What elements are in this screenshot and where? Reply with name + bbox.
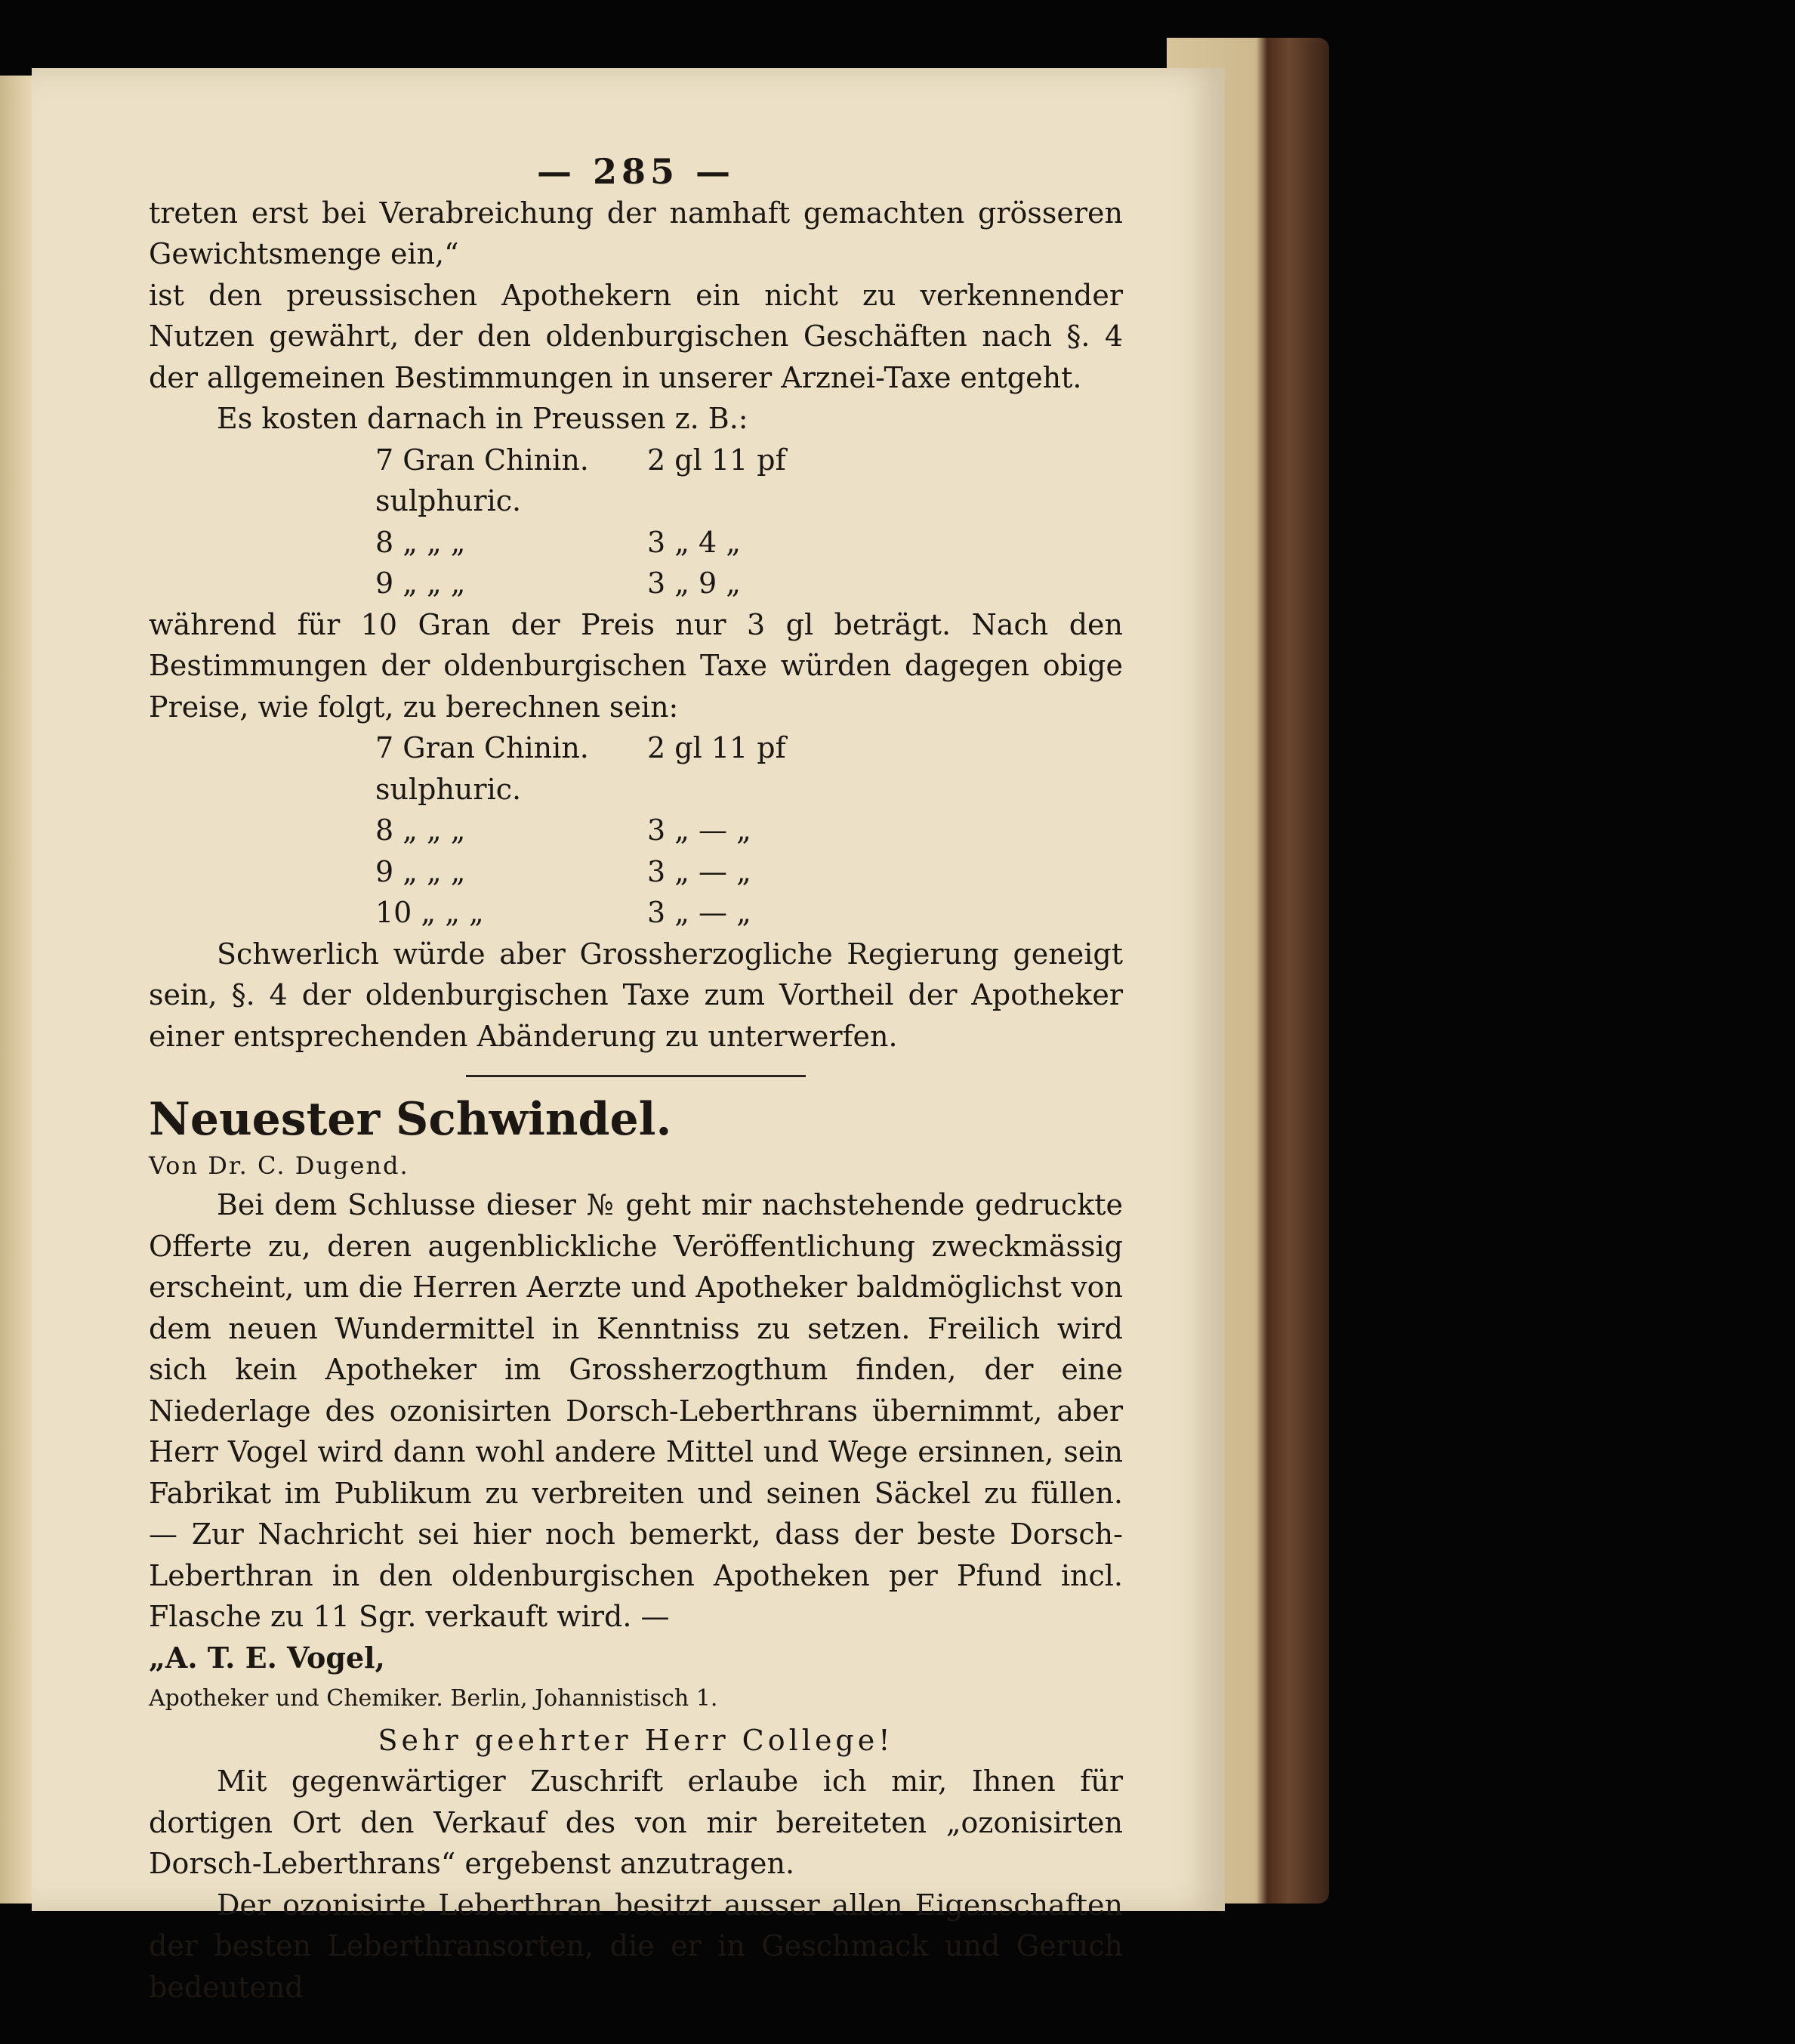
table-cell: 3 „ — „ (647, 896, 751, 929)
table-cell: 8 „ „ „ (375, 814, 466, 847)
signature-name: „A. T. E. Vogel, (149, 1640, 385, 1675)
table-cell: 2 gl 11 pf (647, 731, 786, 764)
paragraph: Mit gegenwärtiger Zuschrift erlaube ich mir, Ihnen für dortigen Ort den Verkauf des von mir bereiteten „ozonisirten Dorsch-Leberthrans“ ergebenst anzutragen. (149, 1765, 1123, 1880)
paragraph: ist den preussischen Apothekern ein nicht zu verkennender Nutzen gewährt, der den oldenburgischen Geschäften nach §. 4 der allgemeinen Bestimmungen in unserer Arznei-Taxe entgeht. (149, 278, 1123, 394)
section-divider (466, 1075, 806, 1077)
table-cell: 3 „ — „ (647, 854, 751, 888)
paragraph: Schwerlich würde aber Grossherzogliche Regierung geneigt sein, §. 4 der oldenburgischen Taxe zum Vortheil der Apotheker einer entsprechenden Abänderung zu unterwerfen. (149, 937, 1123, 1053)
price-table-prussia (375, 440, 1123, 604)
price-table-oldenburg (375, 727, 1123, 934)
article-byline: Von Dr. C. Dugend. (149, 1151, 409, 1180)
table-cell: 3 „ 4 „ (647, 525, 741, 559)
table-cell: 7 Gran Chinin. sulphuric. (375, 443, 589, 517)
paragraph: Es kosten darnach in Preussen z. B.: (217, 402, 748, 435)
table-cell: 7 Gran Chinin. sulphuric. (375, 731, 589, 806)
paragraph: Der ozonisirte Leberthran besitzt ausser allen Eigenschaften der besten Leberthransorten, die er in Geschmack und Geruch bedeutend (149, 1888, 1123, 2004)
previous-page-edge (0, 76, 32, 1904)
table-cell: 9 „ „ „ (375, 567, 466, 600)
table-row (375, 563, 1123, 604)
table-row (375, 522, 1123, 563)
page-number: — 285 — (536, 151, 736, 192)
table-row (375, 851, 1123, 893)
table-cell: 9 „ „ „ (375, 854, 466, 888)
table-cell: 10 „ „ „ (375, 896, 484, 929)
paragraph: Bei dem Schlusse dieser № geht mir nachstehende gedruckte Offerte zu, deren augenblickliche Veröffentlichung zweckmässig erscheint, um die Herren Aerzte und Apotheker baldmöglichst von dem neuen Wundermittel in Kenntniss zu setzen. Freilich wird sich kein Apotheker im Grossherzogthum finden, der eine Niederlage des ozonisirten Dorsch-Leberthrans übernimmt, aber Herr Vogel wird dann wohl andere Mittel und Wege ersinnen, sein Fabrikat im Publikum zu verbreiten und seinen Säckel zu füllen. — Zur Nachricht sei hier noch bemerkt, dass der beste Dorsch-Leberthran in den oldenburgischen Apotheken per Pfund incl. Flasche zu 11 Sgr. verkauft wird. — (149, 1188, 1123, 1633)
table-cell: 3 „ 9 „ (647, 567, 741, 600)
salutation: Sehr geehrter Herr College! (378, 1723, 894, 1757)
table-cell: 3 „ — „ (647, 814, 751, 847)
table-cell: 2 gl 11 pf (647, 443, 786, 477)
table-row (375, 810, 1123, 851)
book-page (32, 68, 1225, 2004)
paragraph: während für 10 Gran der Preis nur 3 gl beträgt. Nach den Bestimmungen der oldenburgischen Taxe würden dagegen obige Preise, wie folgt, zu berechnen sein: (149, 607, 1123, 724)
table-cell: 8 „ „ „ (375, 525, 466, 559)
page-text (149, 151, 1123, 2008)
table-row (375, 892, 1123, 934)
table-row (375, 440, 1123, 522)
table-row (375, 727, 1123, 810)
signature-line: Apotheker und Chemiker. Berlin, Johannistisch 1. (149, 1685, 718, 1712)
paragraph: treten erst bei Verabreichung der namhaft gemachten grösseren Gewichtsmenge ein,“ (149, 196, 1123, 270)
article-heading: Neuester Schwindel. (149, 1093, 672, 1146)
